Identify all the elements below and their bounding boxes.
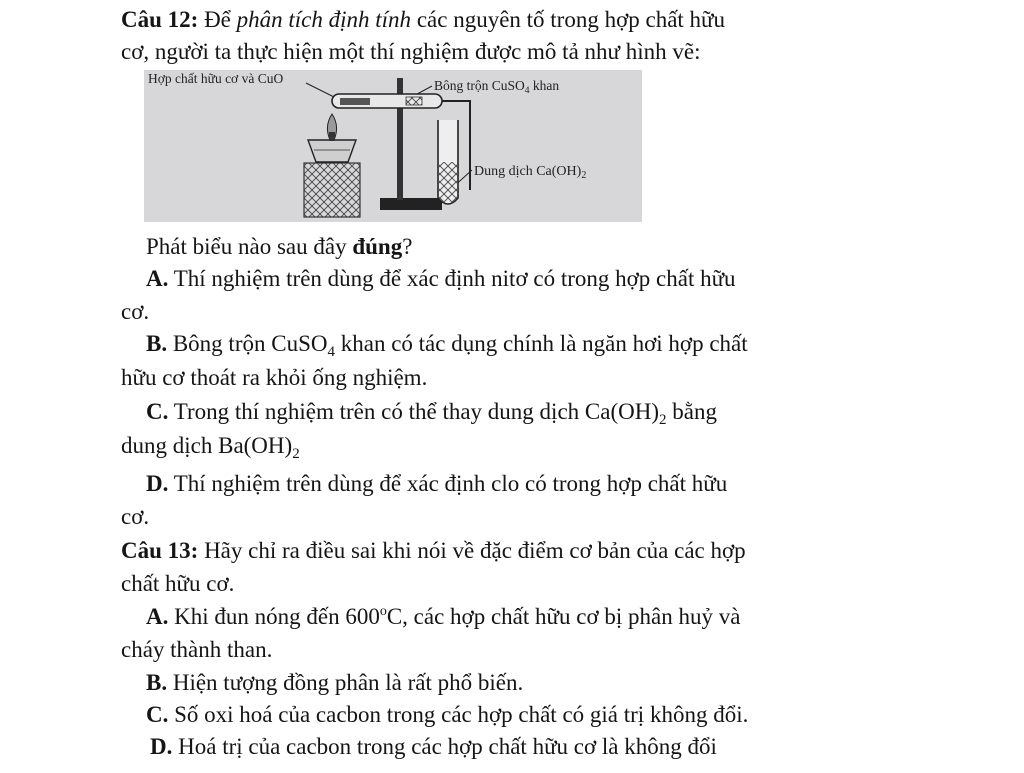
cotton-plug [406, 97, 422, 105]
q12-option-d-text: Thí nghiệm trên dùng để xác định clo có trong hợp chất hữu [173, 471, 728, 496]
q13-option-b-text: Hiện tượng đồng phân là rất phổ biến. [172, 670, 524, 695]
q12-prompt-bold: đúng [352, 234, 403, 259]
q12-option-b-sub: 4 [327, 344, 335, 360]
q13-option-c-letter: C. [146, 702, 169, 727]
q12-stem-normal: Để [204, 7, 231, 32]
q12-option-c-pre: Trong thí nghiệm trên có thể thay dung dịch Ca(OH) [173, 399, 659, 424]
q12-stem-rest: các nguyên tố trong hợp chất hữu [416, 7, 726, 32]
q13-option-a-post: C, các hợp chất hữu cơ bị phân huỷ và [386, 604, 741, 629]
q12-option-b-line2: hữu cơ thoát ra khỏi ống nghiệm. [121, 365, 428, 390]
q12-prompt [146, 233, 412, 261]
experiment-figure [144, 70, 642, 222]
q12-prompt-normal: Phát biểu nào sau đây [146, 234, 347, 259]
q12-option-b-line1 [146, 330, 748, 358]
label-compound-cuo: Hợp chất hữu cơ và CuO [148, 71, 284, 86]
caoh2-solution [439, 162, 457, 203]
apparatus-diagram [144, 70, 642, 222]
lamp-stand-block [304, 163, 360, 217]
leader-compound [306, 83, 336, 98]
q13-option-a-pre: Khi đun nóng đến 600 [174, 604, 380, 629]
q13-option-d-letter: D. [150, 734, 173, 759]
q12-stem-line2: cơ, người ta thực hiện một thí nghiệm được mô tả như hình vẽ: [121, 39, 701, 64]
q12-option-d-line1 [146, 470, 727, 498]
q13-stem-line2: chất hữu cơ. [121, 571, 235, 596]
q13-option-a-line2: cháy thành than. [121, 637, 273, 662]
q13-option-a-sup: o [379, 604, 387, 619]
q13-option-b [146, 669, 523, 697]
label-cotton-cuso4: Bông trộn CuSO$_4$ khan [434, 78, 560, 96]
q12-option-a-text: Thí nghiệm trên dùng để xác định nitơ có trong hợp chất hữu [173, 266, 736, 291]
q13-option-a-line1 [146, 603, 740, 631]
q12-option-c-sub: 2 [659, 412, 667, 428]
lamp-wick [329, 132, 335, 141]
q12-stem-line1 [121, 6, 725, 34]
q12-option-c-line2-pre: dung dịch Ba(OH) [121, 433, 293, 458]
q13-option-a-letter: A. [146, 604, 169, 629]
q12-option-a-line1 [146, 265, 736, 293]
q12-option-d-line2: cơ. [121, 504, 150, 529]
q12-option-b-pre: Bông trộn CuSO [172, 331, 328, 356]
q13-option-c-text: Số oxi hoá của cacbon trong các hợp chất có giá trị không đổi. [174, 702, 749, 727]
stand-base [380, 198, 442, 210]
q13-stem-text: Hãy chỉ ra điều sai khi nói về đặc điểm cơ bản của các hợp [204, 538, 746, 563]
q13-option-c [146, 701, 748, 729]
tube-contents [340, 98, 370, 105]
q12-stem-italic: phân tích định tính [236, 7, 412, 32]
q12-prompt-end: ? [402, 234, 413, 259]
q13-option-d [150, 733, 717, 761]
q13-label: Câu 13: [121, 538, 199, 563]
q13-option-d-text: Hoá trị của cacbon trong các hợp chất hữu cơ là không đổi [178, 734, 717, 759]
q12-option-a-letter: A. [146, 266, 169, 291]
q12-option-b-letter: B. [146, 331, 168, 356]
q12-option-d-letter: D. [146, 471, 169, 496]
q12-option-b-post: khan có tác dụng chính là ngăn hơi hợp chất [340, 331, 748, 356]
alcohol-lamp [308, 140, 356, 162]
q12-option-c-line1 [146, 398, 717, 426]
q12-option-c-letter: C. [146, 399, 169, 424]
q12-option-c-post: bằng [672, 399, 717, 424]
q13-stem-line1 [121, 537, 746, 565]
q12-option-c-line2-sub: 2 [292, 446, 300, 462]
q12-option-c-line2 [121, 432, 300, 460]
q13-option-b-letter: B. [146, 670, 168, 695]
label-caoh2-solution: Dung dịch $Ca(OH)_2$ [474, 164, 587, 181]
q12-label: Câu 12: [121, 7, 199, 32]
q12-option-a-line2: cơ. [121, 299, 150, 324]
